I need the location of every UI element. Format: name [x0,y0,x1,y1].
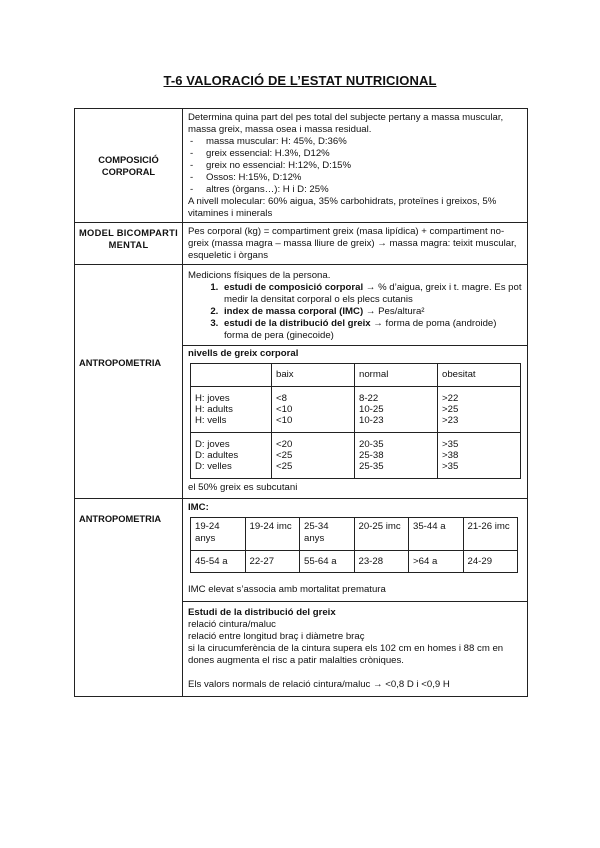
nivells-note: el 50% greix es subcutani [188,482,298,493]
row-antropometria-1 [75,265,528,499]
table-cell: 20-35 25-38 25-35 [355,433,438,479]
normal-values: Els valors normals de relació cintura/maluc → <0,8 D i <0,9 H [188,679,450,690]
row-composicio [75,109,528,223]
label-antropometria-1: ANTROPOMETRIA [75,265,183,499]
dist-line: si la cirucumferència de la cintura supera els 102 cm en homes i 88 cm en dones augmenta el risc a patir malalties cròniques. [188,643,504,666]
list-item: 1. estudi de composició corporal → % d’aigua, greix i t. magre. Es pot medir la densitat corporal o els plecs cutanis [221,282,523,306]
table-cell: 55-64 a [300,551,355,573]
table-cell: <20 <25 <25 [272,433,355,479]
table-cell: 21-26 imc [463,518,518,551]
list-item: - greix essencial: H.3%, D12% [206,148,523,160]
table-cell: 24-29 [463,551,518,573]
table-row [191,518,518,551]
table-cell: 35-44 a [409,518,464,551]
table-cell: >64 a [409,551,464,573]
page-title: T-6 VALORACIÓ DE L’ESTAT NUTRICIONAL [163,73,437,88]
table-cell: >22 >25 >23 [438,387,521,433]
list-item: - Ossos: H:15%, D:12% [206,172,523,184]
imc-title: IMC: [188,502,209,513]
table-cell: H: joves H: adults H: vells [191,387,272,433]
list-item: - greix no essencial: H:12%, D:15% [206,160,523,172]
table-header: normal [355,364,438,387]
dist-line: relació cintura/maluc [188,619,276,630]
table-cell: >35 >38 >35 [438,433,521,479]
table-cell: 19-24 anys [191,518,246,551]
list-item: - altres (òrgans…): H i D: 25% [206,184,523,196]
label-composicio: COMPOSICIÓ CORPORAL [75,109,183,223]
nivells-table [190,363,521,479]
table-header [191,364,272,387]
imc-table [190,517,518,573]
content-antropometria-1 [183,265,528,499]
list-item: 3. estudi de la distribució del greix → forma de poma (androide) forma de pera (ginecoide) [221,318,523,342]
table-cell: 45-54 a [191,551,246,573]
table-row [191,433,521,479]
table-header: obesitat [438,364,521,387]
table-cell: <8 <10 <10 [272,387,355,433]
table-row [191,387,521,433]
label-model [75,223,183,265]
nivells-title: nivells de greix corporal [188,348,299,359]
dist-line: relació entre longitud braç i diàmetre braç [188,631,365,642]
table-cell: 20-25 imc [354,518,409,551]
list-item: 2. index de massa corporal (IMC) → Pes/altura² [221,306,523,318]
table-cell: 23-28 [354,551,409,573]
label-antropometria-2: ANTROPOMETRIA [75,499,183,697]
dist-title: Estudi de la distribució del greix [188,607,336,618]
antro-numbered-list [188,282,523,342]
table-cell: 19-24 imc [245,518,300,551]
imc-note: IMC elevat s’associa amb mortalitat prematura [188,584,386,595]
table-cell: 25-34 anys [300,518,355,551]
composicio-list [188,136,523,196]
row-antropometria-2 [75,499,528,697]
row-model [75,223,528,265]
table-header: baix [272,364,355,387]
table-cell: D: joves D: adultes D: velles [191,433,272,479]
list-item: - massa muscular: H: 45%, D:36% [206,136,523,148]
antro-intro: Medicions físiques de la persona. [188,270,331,281]
content-composicio [183,109,528,223]
table-cell: 22-27 [245,551,300,573]
composicio-intro: Determina quina part del pes total del subjecte pertany a massa muscular, massa greix, massa osea i massa residual. [188,112,504,135]
content-antropometria-2 [183,499,528,697]
main-table [74,108,528,697]
model-text: Pes corporal (kg) = compartiment greix (masa lipídica) + compartiment no-greix (massa magra – massa lliure de greix) → massa magra: teixit muscular, esqueletic i òrgans [183,223,528,265]
table-cell: 8-22 10-25 10-23 [355,387,438,433]
table-row [191,364,521,387]
composicio-molecular: A nivell molecular: 60% aigua, 35% carbohidrats, proteïnes i greixos, 5% vitamines i minerals [188,196,497,219]
table-row [191,551,518,573]
label-model-text: MODEL BICOMPARTIMENTAL [79,228,178,250]
